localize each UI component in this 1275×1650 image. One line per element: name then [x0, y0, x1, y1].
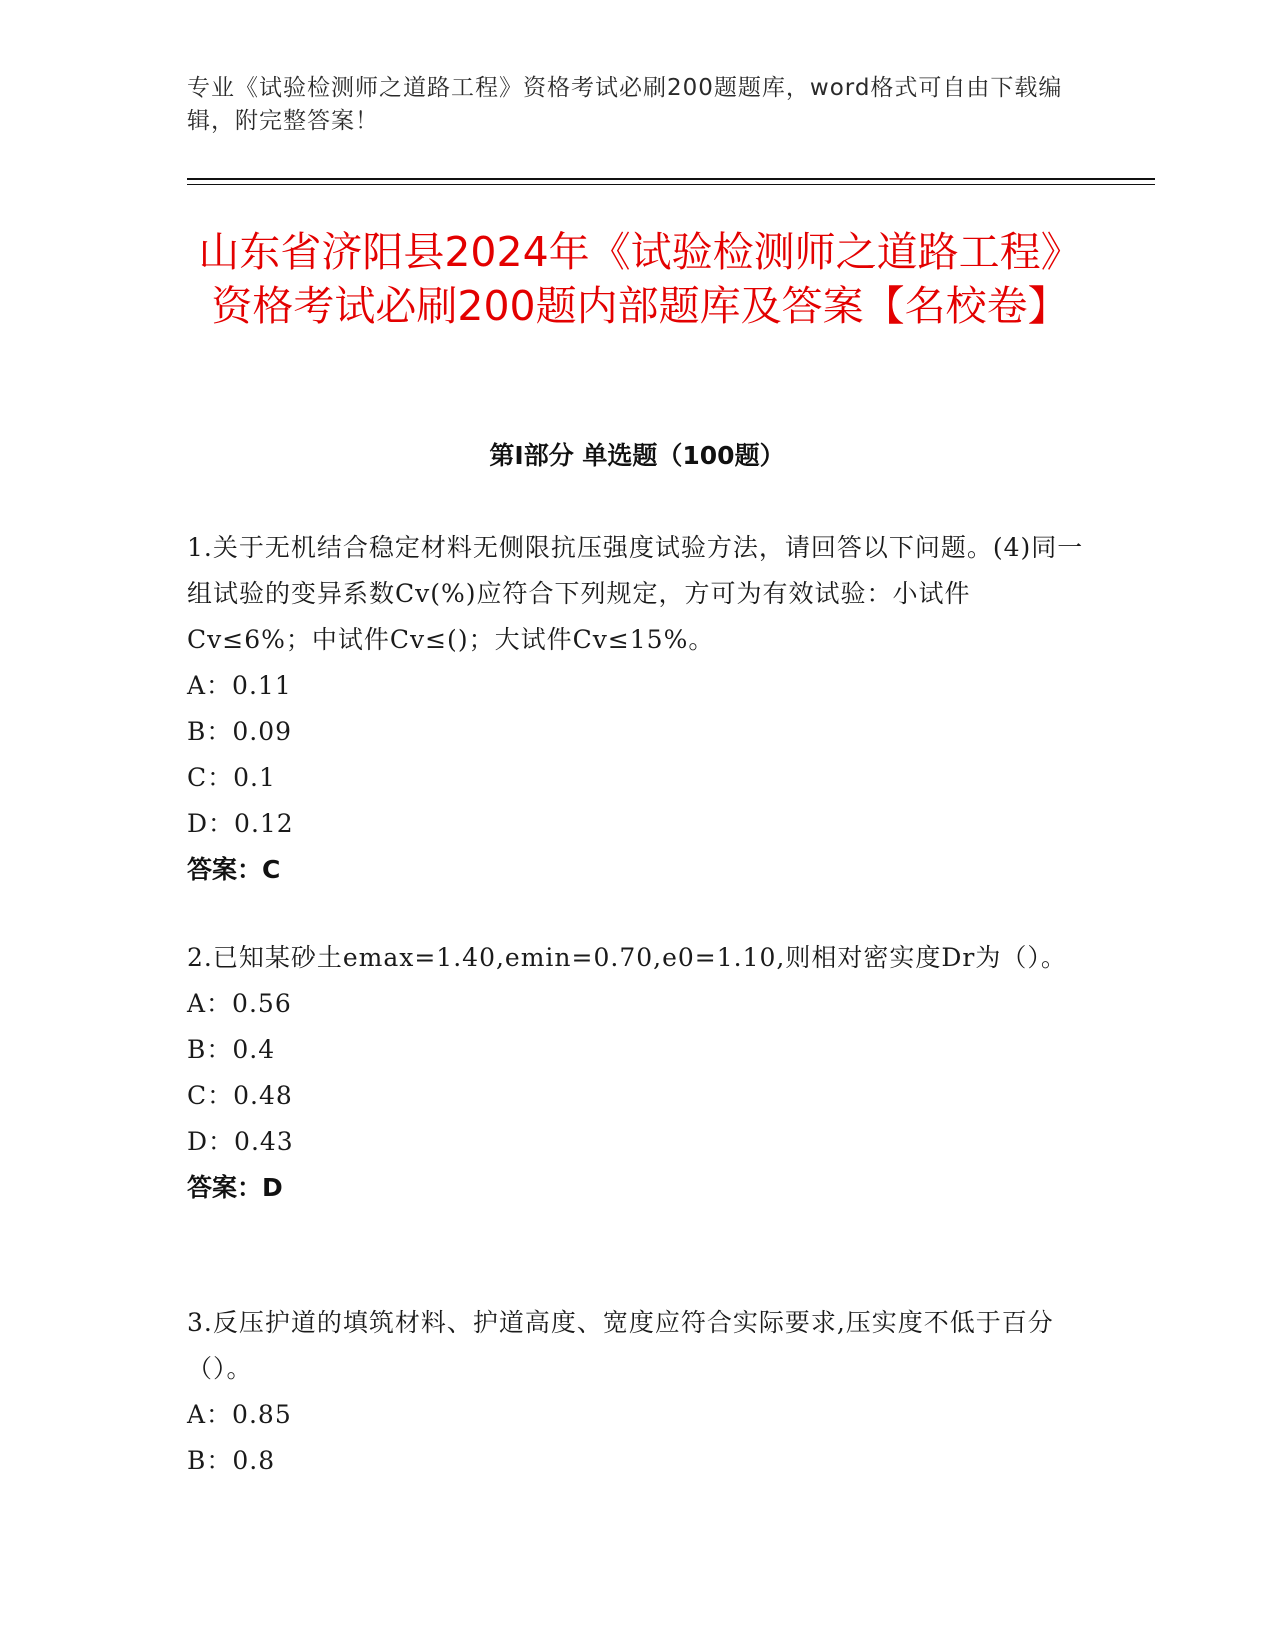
option-b: B：0.4: [187, 1035, 276, 1064]
question-3: [187, 1300, 1087, 1484]
section-title: 第I部分 单选题（100题）: [489, 441, 785, 470]
question-1: [187, 525, 1087, 893]
option-d: D：0.43: [187, 1127, 294, 1156]
question-stem: 2.已知某砂土emax=1.40,emin=0.70,e0=1.10,则相对密实度Dr为（）。: [187, 943, 1067, 972]
option-d: D：0.12: [187, 809, 294, 838]
option-c: C：0.48: [187, 1081, 293, 1110]
option-a: A：0.11: [187, 671, 292, 700]
answer-line: 答案：D: [187, 1173, 283, 1202]
option-b: B：0.8: [187, 1446, 276, 1475]
question-stem: 1.关于无机结合稳定材料无侧限抗压强度试验方法，请回答以下问题。(4)同一组试验的变异系数Cv(%)应符合下列规定，方可为有效试验：小试件Cv≤6%；中试件Cv≤()；大试件Cv≤15%。: [187, 533, 1084, 654]
header-divider-thin: [187, 184, 1155, 185]
question-2: [187, 935, 1087, 1211]
option-c: C：0.1: [187, 763, 276, 792]
option-a: A：0.85: [187, 1400, 292, 1429]
header-divider-thick: [187, 178, 1155, 180]
document-title: 山东省济阳县2024年《试验检测师之道路工程》资格考试必刷200题内部题库及答案【名校卷】: [198, 228, 1082, 330]
header-note: 专业《试验检测师之道路工程》资格考试必刷200题题库，word格式可自由下载编辑，附完整答案！: [187, 75, 1063, 134]
option-b: B：0.09: [187, 717, 293, 746]
question-stem: 3.反压护道的填筑材料、护道高度、宽度应符合实际要求,压实度不低于百分（）。: [187, 1308, 1054, 1383]
option-a: A：0.56: [187, 989, 292, 1018]
answer-line: 答案：C: [187, 855, 281, 884]
